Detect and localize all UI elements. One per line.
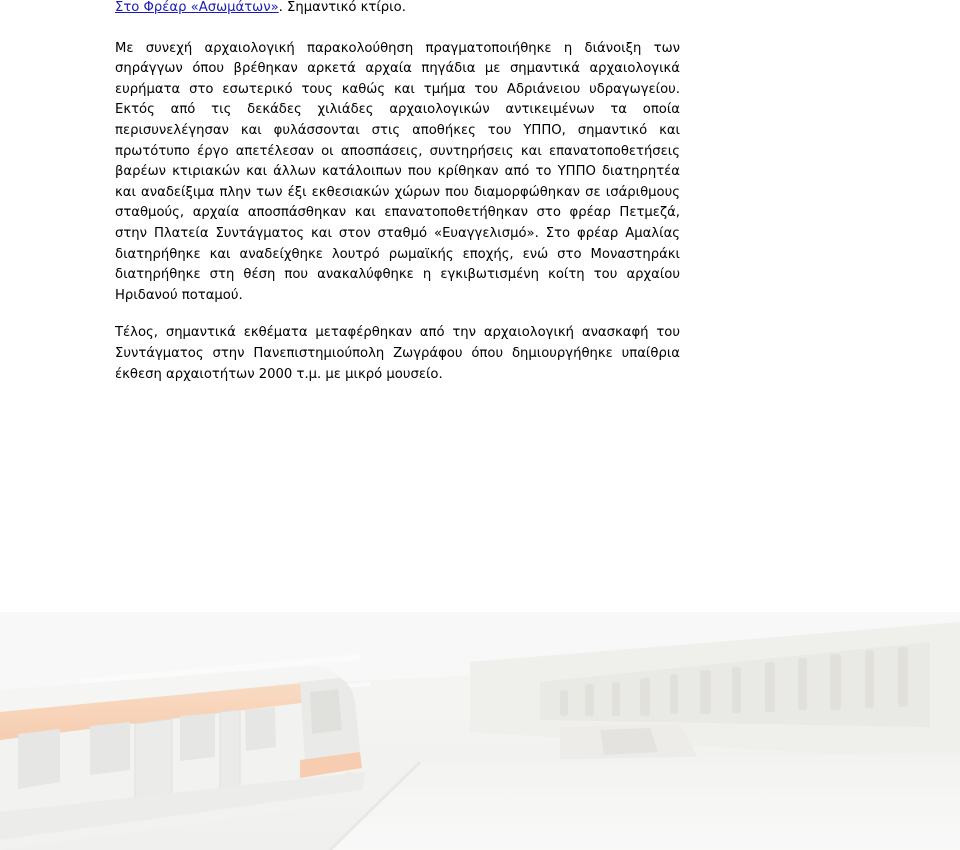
- document-body: [115, 0, 680, 385]
- paragraph-excavation: Με συνεχή αρχαιολογική παρακολούθηση πραγματοποιήθηκε η διάνοιξη των σηράγγων όπου βρέθηκαν αρκετά αρχαία πηγάδια με σημαντικά αρχαιολογικά ευρήματα στο εσωτερικό τους καθώς και τμήμα του Αδριάνειου υδραγωγείου. Εκτός από τις δεκάδες χιλιάδες αρχαιολογικών αντικειμένων τα οποία περισυνελέγησαν και φυλάσσονται στις αποθήκες του ΥΠΠΟ, σημαντικό και πρωτότυπο έργο απετέλεσαν οι αποσπάσεις, συντηρήσεις και επανατοποθετήσεις βαρέων κτιριακών και άλλων κατάλοιπων που κρίθηκαν από το ΥΠΠΟ διατηρητέα και αναδείξιμα πλην των έξι εκθεσιακών χώρων που διαμορφώθηκαν σε ισάριθμους σταθμούς, αρχαία αποσπάσθηκαν και επανατοποθετήθηκαν στο φρέαρ Πετμεζά, στην Πλατεία Συντάγματος και στον σταθμό «Ευαγγελισμό». Στο φρέαρ Αμαλίας διατηρήθηκε και αναδείχθηκε λουτρό ρωμαϊκής εποχής, ενώ στο Μοναστηράκι διατηρήθηκε στη θέση που ανακαλύφθηκε η εγκιβωτισμένη κοίτη του αρχαίου Ηριδανού ποταμού.: [115, 40, 680, 303]
- intro-line: [115, 0, 680, 19]
- paragraph-zografou: Τέλος, σημαντικά εκθέματα μεταφέρθηκαν από την αρχαιολογική ανασκαφή του Συντάγματος στην Πανεπιστημιούπολη Ζωγράφου όπου δημιουργήθηκε υπαίθρια έκθεση αρχαιοτήτων 2000 τ.μ. με μικρό μουσείο.: [115, 325, 680, 382]
- metro-station-photo: [0, 612, 960, 850]
- intro-suffix: . Σημαντικό κτίριο.: [278, 0, 406, 15]
- asomaton-shaft-link[interactable]: Στο Φρέαρ «Ασωμάτων»: [115, 0, 279, 15]
